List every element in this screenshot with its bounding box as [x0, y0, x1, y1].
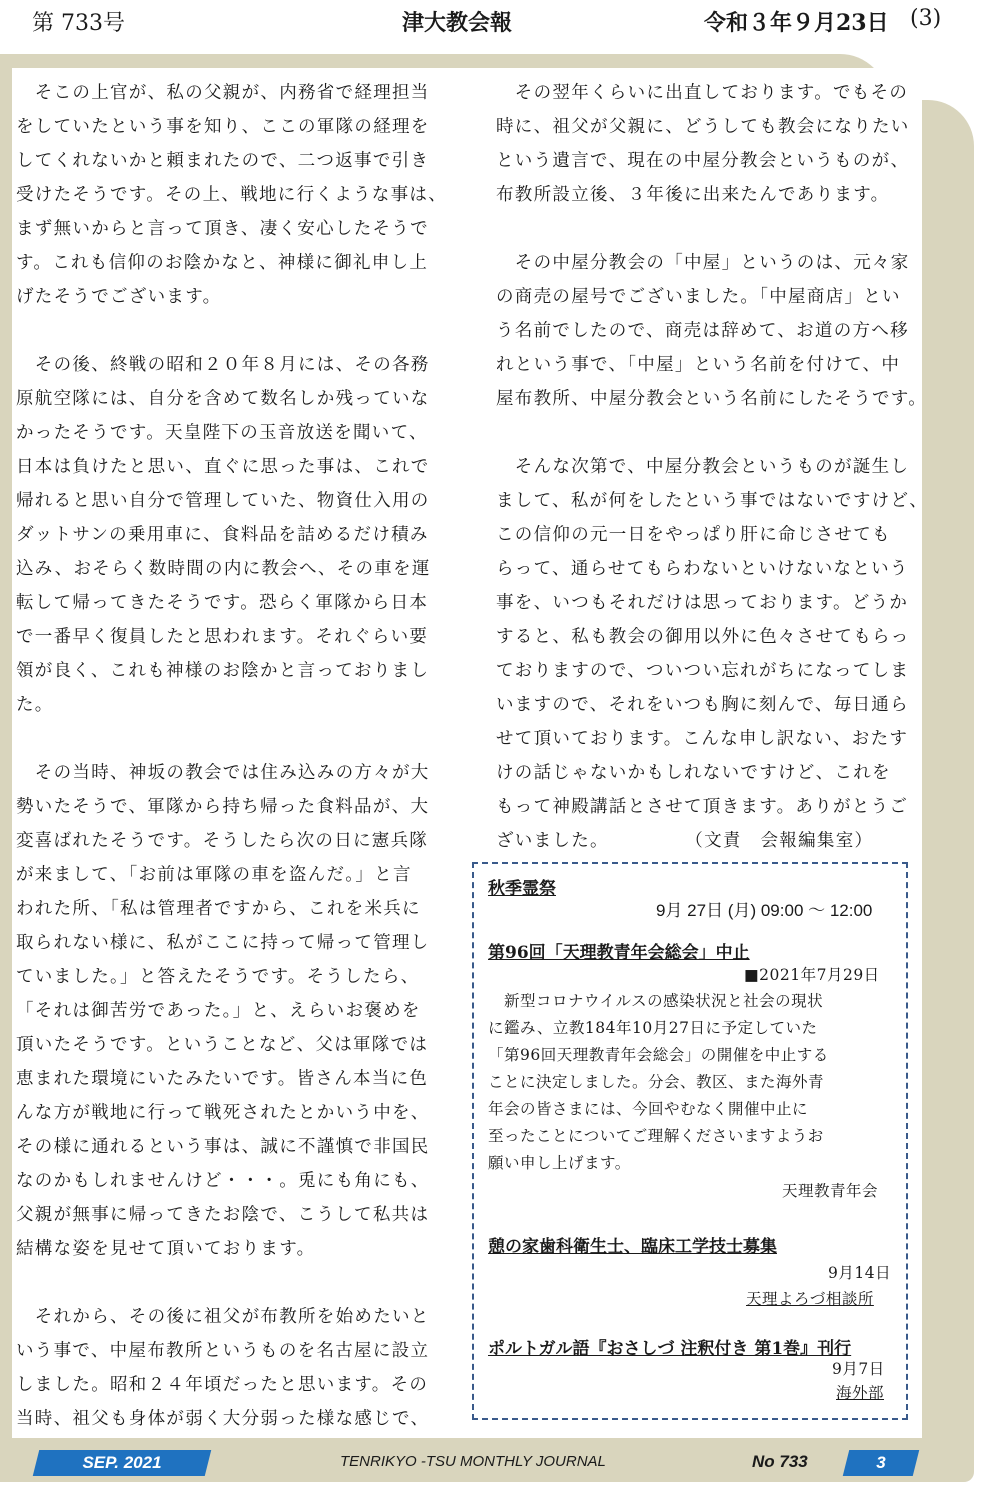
left-column-text: そこの上官が、私の父親が、内務省で経理担当 をしていたという事を知り、ここの軍隊の経理を してくれないかと頼まれたので、二つ返事で引き 受けたそうです。その上、戦地に行くような事は、 まず無いからと言って頂き、凄く安心したそうで す。これも信仰のお陰かなと、神様に御礼申し上 げたそうでございます。 その後、終戦の昭和２０年８月には、その各務 原航空隊には、自分を含めて数名しか残っていな かったそうです。天皇陛下の玉音放送を聞いて、 日本は負けたと思い、直ぐに思った事は、これで 帰れると思い自分で管理していた、物資仕入用の ダットサンの乗用車に、食料品を詰めるだけ積み 込み、おそらく数時間の内に教会へ、その車を運 転して帰ってきたそうです。恐らく軍隊から日本 で一番早く復員したと思われます。それぐらい要 領が良く、これも神様のお陰かと言っておりまし た。 その当時、神坂の教会では住み込みの方々が大 勢いたそうで、軍隊から持ち帰った食料品が、大 変喜ばれたそうです。そうしたら次の日に憲兵隊 が来まして、「お前は軍隊の車を盗んだ。」と言 われた所、「私は管理者ですから、これを米兵に 取られない様に、私がここに持って帰って管理し ていました。」と答えたそうです。そうしたら、 「それは御苦労であった。」と、えらいお褒めを 頂いたそうです。ということなど、父は軍隊では 恵まれた環境にいたみたいです。皆さん本当に色 んな方が戦地に行って戦死されたとかいう中を、 その様に通れるという事は、誠に不謹慎で非国民 なのかもしれませんけど・・・。兎にも角にも、 父親が無事に帰ってきたお陰で、こうして私共は 結構な姿を見せて頂いております。 それから、その後に祖父が布教所を始めたいと いう事で、中屋布教所というものを名古屋に設立 しました。昭和２４年頃だったと思います。その 当時、祖父も身体が弱く大分弱った様な感じで、	[16, 83, 447, 1429]
footer-month-badge	[33, 1450, 211, 1476]
newsletter-title: 津大教会報	[402, 10, 513, 36]
notice-autumn-title: 秋季霊祭	[488, 879, 556, 899]
notice-youth-body: 新型コロナウイルスの感染状況と社会の現状 に鑑み、立教184年10月27日に予定していた 「第96回天理教青年会総会」の開催を中止する ことに決定しました。分会、教区、また海外青 年会の皆さまには、今回やむなく開催中止に 至ったことについてご理解くださいますようお 願い申し上げます。	[488, 992, 829, 1172]
notice-autumn-time: 9月 27日 (月) 09:00 ～ 12:00	[656, 901, 873, 920]
notice-youth-date: ■2021年7月29日	[744, 966, 880, 984]
notice-portuguese-title: ポルトガル語『おさしづ 注釈付き 第1巻』刊行	[488, 1339, 852, 1359]
footer-month: SEP. 2021	[82, 1453, 162, 1472]
notice-portuguese-source[interactable]: 海外部	[836, 1384, 885, 1402]
notice-dental-title: 憩の家歯科衛生士、臨床工学技士募集	[488, 1237, 777, 1257]
notice-dental-date: 9月14日	[828, 1264, 892, 1282]
footer-journal-name: TENRIKYO -TSU MONTHLY JOURNAL	[340, 1453, 606, 1470]
footer-page-number: 3	[876, 1453, 886, 1472]
footer-page-badge	[843, 1450, 919, 1476]
right-column-text: その翌年くらいに出直しております。でもその 時に、祖父が父親に、どうしても教会になりたい という遺言で、現在の中屋分教会というものが、 布教所設立後、３年後に出来たんであります。 その中屋分教会の「中屋」というのは、元々家 の商売の屋号でございました。「中屋商店」とい う名前でしたので、商売は辞めて、お道の方へ移 れという事で、「中屋」という名前を付けて、中 屋布教所、中屋分教会という名前にしたそうです。 そんな次第で、中屋分教会というものが誕生し まして、私が何をしたという事ではないですけど、 この信仰の元一日をやっぱり肝に命じさせても らって、通らせてもらわないといけないなという 事を、いつもそれだけは思っております。どうか すると、私も教会の御用以外に色々させてもらっ ておりますので、ついつい忘れがちになってしま いますので、それをいつも胸に刻んで、毎日通ら せて頂いております。こんな申し訳ない、おたす けの話じゃないかもしれないですけど、これを もって神殿講話とさせて頂きます。ありがとうご ざいました。 （文責 会報編集室）	[496, 83, 929, 851]
footer-issue-number: No 733	[752, 1452, 808, 1471]
notice-youth-title: 第96回「天理教青年会総会」中止	[488, 943, 750, 963]
notice-box	[472, 862, 908, 1420]
notice-dental-source[interactable]: 天理よろづ相談所	[746, 1290, 874, 1308]
notice-youth-author: 天理教青年会	[782, 1182, 879, 1200]
page-number: (3)	[910, 6, 942, 31]
notice-portuguese-date: 9月7日	[832, 1360, 885, 1378]
issue-number: 第 733号	[32, 11, 125, 36]
issue-date: 令和３年９月23日	[704, 10, 889, 36]
